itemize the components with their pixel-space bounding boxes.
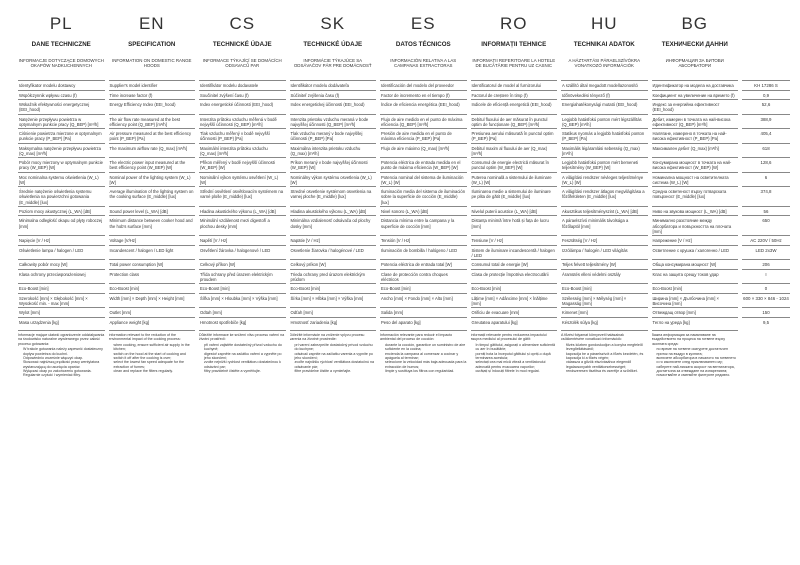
spec-label: Eco-Boost [min] [561, 283, 648, 293]
spec-label: Eco-Boost [min] [652, 283, 739, 293]
spec-label: Identyfikator modelu dostawcy [18, 80, 105, 90]
column-subtitle: INFORMÁCIE TÝKAJÚCE SA ODSÁVAČOV PÁR PRE DOMÁCNOSŤ [293, 58, 372, 69]
spec-label: Intenzita průtoku vzduchu měřená v bodě nejvyšší účinnosti (Q_BEP) [m³/h] [199, 114, 286, 129]
note-item: • filtre pravidelne čistite a vymieňajte. [295, 369, 377, 373]
spec-label: Índice de eficiencia energética (EEI_hood) [380, 99, 467, 114]
spec-label: Клас на защита срещу токов удар [652, 269, 739, 284]
spec-label: Outlet [mm] [109, 307, 196, 317]
spec-label: Total power consumption [W] [109, 259, 196, 269]
spec-label: Clase de protección contra choques eléctricos [380, 269, 467, 284]
spec-label: Consumul total de energie [W] [471, 259, 558, 269]
note-item: • почиствайте и сменяйте филтрите редовно. [657, 373, 739, 377]
spec-label: Flujo de aire máximo (Q_max) [m³/h] [380, 143, 467, 158]
spec-label: Tensión [V / Hz] [380, 235, 467, 245]
spec-value: I [742, 269, 790, 284]
spec-label: Nominální výkon systému osvětlení (W_L) [W] [199, 172, 286, 187]
note-intro: Informacje mające ułatwić ograniczenie oddziaływania na środowisko naturalne wywieranego przez całość procesu gotowania: [18, 333, 105, 346]
column-subtitle: A HÁZTARTÁSI PÁRAELSZÍVÓKRA VONATKOZÓ INFORMÁCIÓK [568, 58, 641, 69]
note-intro: Важна информация за намаляване на въздействието на процеса на готвене върху околната среда: [651, 333, 726, 346]
spec-label: Készülék súlya [kg] [561, 317, 648, 327]
spec-label: Maximálna intenzita prietoku vzduchu (Q_max) [m³/h] [290, 143, 377, 158]
note-list [561, 343, 648, 374]
spec-label: Akusztikus teljesítményszint (L_WA) [dB] [561, 206, 648, 216]
spec-value: KH 17286 S [742, 80, 790, 90]
note-intro: A főzési folyamat környezeti hatásainak csökkentésére vonatkozó információk: [561, 333, 624, 342]
spec-label: Eco-Boost [min] [290, 283, 377, 293]
value-column-header [742, 14, 790, 78]
column-title: ТЕХНИЧЕСКИ ДАННИ [661, 41, 728, 48]
spec-label: Poziom mocy akustycznej (L_WA) [dB] [18, 206, 105, 216]
column-title: TECHNICKÉ ÚDAJE [303, 41, 363, 48]
spec-label: Обща консумирана мощност [W] [652, 259, 739, 269]
language-column-header [109, 14, 196, 78]
notes-spacer [742, 330, 790, 421]
spec-label: Debitul fluxului de aer măsurat în punctul optim de funcționare (Q_BEP) [m³/h] [471, 114, 558, 129]
note-item: • encienda la campana al comenzar a cocinar y apáguela al terminar; [385, 352, 467, 361]
spec-label: Tlak vzduchu meraný v bode najvyššej účinnosti (P_BEP) [Pa] [290, 128, 377, 143]
note-list [199, 343, 286, 374]
spec-label: Součinitel zvýšení času (f) [199, 90, 286, 100]
spec-label: Energy Efficiency Index (EEI_hood) [109, 99, 196, 114]
spec-label: Iluminación de bombilla / halógeno / LED [380, 245, 467, 260]
spec-label: Factor de incremento en el tiempo (f) [380, 90, 467, 100]
note-item: • při vaření zajistěte dostatečný přívod vzduchu do kuchyně; [204, 343, 286, 352]
note-item: • selectați cea mai mică viteză a ventilatorului adecvată pentru evacuarea vaporilor; [476, 360, 558, 369]
spec-label: Air pressure measured at the best efficiency point (P_BEP) [Pa] [109, 128, 196, 143]
spec-label: Ширина [mm] × Дълбочина [mm] × Височина [mm] [652, 293, 739, 308]
spec-label: Tensiune [V / Hz] [471, 235, 558, 245]
spec-label: The maximum airflow rate (Q_max) [m³/h] [109, 143, 196, 158]
spec-label: Teljes felvett teljesítmény [W] [561, 259, 648, 269]
note-item: • zvoľte najnižšiu rýchlosť ventilátora dostatočnú na odsávanie pár; [295, 360, 377, 369]
spec-label: Oświetlenie lampa / halogen / LED [18, 245, 105, 260]
column-title: DANE TECHNICZNE [31, 41, 91, 48]
column-subtitle: INFORMACJE DOTYCZĄCE DOMOWYCH OKAPÓW NADKUCHENNYCH [18, 58, 104, 69]
spec-label: Nivelul puterii acustice (L_WA) [dB] [471, 206, 558, 216]
spec-label: Index energetickej účinnosti (EEI_hood) [290, 99, 377, 114]
spec-label: Střední osvětlení osvětlovacím systémem na varné ploše (E_middle) [lux] [199, 186, 286, 206]
spec-label: Šírka [mm] × Hĺbka [mm] × Výška [mm] [290, 293, 377, 308]
spec-label: Trieda ochrany pred úrazom elektrickým prúdom [290, 269, 377, 284]
spec-label: Clasa de protecție împotriva electrocutării [471, 269, 558, 284]
spec-label: Indicele de eficiență energetică (EEI_hood) [471, 99, 558, 114]
spec-value: 6 [742, 172, 790, 187]
spec-value: 405,4 [742, 128, 790, 143]
note-item: • kapcsolja be a páraelszívót a főzés kezdetén, és kapcsolja ki a főzés végén; [566, 352, 648, 361]
spec-label: A világítási rendszer névleges teljesítménye (W_L) [W] [561, 172, 648, 187]
spec-label: Average illumination of the lighting system on the cooking surface (E_middle) [lux] [109, 186, 196, 206]
spec-label: Distancia mínima entre la campana y la superficie de cocción [mm] [380, 215, 467, 235]
language-code: EN [138, 14, 165, 33]
note-item: • Stosować najniższą prędkość pracy wentylatora wystarczającą do usunięcia oparów. [23, 360, 105, 369]
note-intro: Dôležité informácie na zníženie vplyvu procesu varenia na životné prostredie: [289, 333, 365, 342]
spec-label: Minimalna odległość okapu od płyty roboczej [mm] [18, 215, 105, 235]
spec-label: Width [mm] × Depth [mm] × Height [mm] [109, 293, 196, 308]
note-item: • zvolte nejnižší rychlost ventilátoru dostatečnou k odsávání par; [204, 360, 286, 369]
note-block [380, 330, 467, 421]
spec-label: Отвеждащ отвор [mm] [652, 307, 739, 317]
spec-value: LED 2x3W [742, 245, 790, 260]
spec-label: Időnövekedési tényező (f) [561, 90, 648, 100]
spec-label: Hmotnosť zariadenia [kg] [290, 317, 377, 327]
spec-label: Index energetické účinnosti (EEI_hood) [199, 99, 286, 114]
spec-value: 128,6 [742, 157, 790, 172]
spec-label: Nominal power of the lighting system (W_L) [W] [109, 172, 196, 187]
spec-value: 374,8 [742, 186, 790, 206]
spec-value: 388,9 [742, 114, 790, 129]
note-list [380, 343, 467, 374]
spec-label: Presiunea aerului măsurată în punctul optim (P_BEP) [Pa] [471, 128, 558, 143]
note-item: • főzés közben gondoskodjon a konyha megfelelő levegőellátásáról; [566, 343, 648, 352]
spec-label: Príkon meraný v bode najvyššej účinnosti (W_BEP) [W] [290, 157, 377, 172]
note-list [471, 343, 558, 374]
spec-label: Supplier's model identifier [109, 80, 196, 90]
note-item: • digestoř zapněte na začátku vaření a vypněte po jeho skončení; [204, 352, 286, 361]
spec-label: Klasa ochrony przeciwporażeniowej [18, 269, 105, 284]
spec-value: 0 [742, 283, 790, 293]
spec-label: Kimenet [mm] [561, 307, 648, 317]
language-code: PL [49, 14, 73, 33]
spec-label: Identificación del modelo del proveedor [380, 80, 467, 90]
language-code: BG [681, 14, 709, 33]
note-item: • filtry pravidelně čistěte a vyměňujte. [204, 369, 286, 373]
spec-label: Áramütés elleni védelmi osztály [561, 269, 648, 284]
column-title: DATOS TÉCNICOS [395, 41, 451, 48]
spec-label: Minimum distance between cooker hood and the hob's surface [mm] [109, 215, 196, 235]
spec-value: AC 220V / 50Hz [742, 235, 790, 245]
spec-label: Ciśnienie powietrza mierzone w optymalnym punkcie pracy (P_BEP) [Pa] [18, 128, 105, 143]
spec-value: 618 [742, 143, 790, 158]
spec-label: The air flow rate measured at the best efficiency point (Q_BEP) [m³/h] [109, 114, 196, 129]
spec-label: Třída ochrany před úrazem elektrickým proudem [199, 269, 286, 284]
spec-label: Идентификатор на модела на доставчика [652, 80, 739, 90]
spec-label: Индекс за енергийна ефективност (EEI_hood) [652, 99, 739, 114]
spec-label: Консумирана мощност в точката на най-висока ефективност (W_BEP) [W] [652, 157, 739, 172]
spec-label: Minimální vzdálenost mezi digestoří a plochou desky [mm] [199, 215, 286, 235]
note-intro: Informații relevante pentru reducerea impactului asupra mediului al procesului de gătit: [470, 333, 547, 342]
language-code: SK [320, 14, 346, 33]
spec-label: Eco-Boost [min] [380, 283, 467, 293]
language-code: HU [590, 14, 618, 33]
spec-label: Celkový príkon [W] [290, 259, 377, 269]
note-list [652, 347, 739, 378]
spec-label: Potencia eléctrica de entrada total [W] [380, 259, 467, 269]
language-column-header [290, 14, 377, 78]
language-column-header [652, 14, 739, 78]
language-code: ES [410, 14, 436, 33]
note-item: • when cooking, ensure sufficient air supply in the kitchen; [114, 343, 196, 352]
column-title: TECHNICKÉ ÚDAJE [212, 41, 272, 48]
spec-label: Celkový příkon [W] [199, 259, 286, 269]
spec-label: Incandescent / halogen / LED light [109, 245, 196, 260]
note-intro: Information relevant to the reduction of the environmental impact of the cooking process: [108, 333, 181, 342]
spec-value: 206 [742, 259, 790, 269]
spec-label: Максимален дебит (Q_max) [m³/h] [652, 143, 739, 158]
note-block [471, 330, 558, 421]
language-code: CS [229, 14, 256, 33]
language-column-header [199, 14, 286, 78]
spec-label: Ниво на звукова мощност (L_WA) [dB] [652, 206, 739, 216]
note-item: • curățați și înlocuiți filtrele în mod regulat. [476, 369, 558, 373]
note-block [18, 330, 105, 421]
spec-label: Presión de aire medida en el punto de máxima eficiencia (P_BEP) [Pa] [380, 128, 467, 143]
note-item: • W trakcie gotowania należy zapewnić dostateczny dopływ powietrza do kuchni. [23, 347, 105, 356]
spec-label: Налягане, измерено в точката на най-висока ефективност (P_BEP) [Pa] [652, 128, 739, 143]
spec-label: Natężenie przepływu powietrza w optymalnym punkcie pracy (Q_BEP) [m³/h] [18, 114, 105, 129]
spec-label: Номинална мощност на осветителната система (W_L) [W] [652, 172, 739, 187]
note-list [290, 343, 377, 374]
note-item: • select the lowest fan speed adequate for the extraction of fumes; [114, 360, 196, 369]
spec-label: Średnie natężenie oświetlenia systemu oświetlenia na powierzchni gotowania (E_middle) [lux] [18, 186, 105, 206]
note-item: • switch on the hood at the start of cooking and switch it off after the cooking is over; [114, 352, 196, 361]
spec-label: Osvetlenie žiarovka / halogénové / LED [290, 245, 377, 260]
note-list [109, 343, 196, 374]
spec-label: Lățime [mm] × Adâncime [mm] × Înălțime [mm] [471, 293, 558, 308]
spec-label: Напрежение [V / Hz] [652, 235, 739, 245]
spec-value: 600 × 330 × 846 - 1024 [742, 293, 790, 308]
spec-label: Maximális légáramlási sebesség (Q_max) [m³/h] [561, 143, 648, 158]
spec-table [18, 80, 790, 326]
note-item: • Odpowiednio wcześnie włączyć okap. [23, 356, 105, 360]
spec-label: Eco-Boost [min] [199, 283, 286, 293]
spec-label: Maximální intenzita průtoku vzduchu (Q_max) [m³/h] [199, 143, 286, 158]
spec-label: Тегло на уреда [kg] [652, 317, 739, 327]
spec-label: Odťah [mm] [290, 307, 377, 317]
note-block [109, 330, 196, 421]
spec-sheet [18, 14, 790, 559]
note-item: • în timpul gătitului, asigurați o alimentare suficientă cu aer în bucătărie; [476, 343, 558, 352]
note-item: • porniți hota la începutul gătitului și opriți-o după terminarea acestuia; [476, 352, 558, 361]
spec-label: Средна осветеност върху готварската повърхност (E_middle) [lux] [652, 186, 739, 206]
note-item: • pri varení zabezpečte dostatočný prívod vzduchu do kuchyne; [295, 343, 377, 352]
spec-label: Осветление с крушка / халогенно / LED [652, 245, 739, 260]
spec-value: 0,9 [742, 90, 790, 100]
spec-label: Šířka [mm] × Hloubka [mm] × Výška [mm] [199, 293, 286, 308]
spec-label: Energiahatékonysági mutató (EEI_hood) [561, 99, 648, 114]
note-item: • изберете най-ниската скорост на вентилатора, достатъчна за отвеждане на изпаренията; [657, 365, 739, 374]
spec-label: Iluminarea medie a sistemului de iluminare pe plita de gătit (E_middle) [lux] [471, 186, 558, 206]
spec-label: Příkon měřený v bodě nejvyšší účinnosti (W_BEP) [W] [199, 157, 286, 172]
language-headers [18, 14, 790, 78]
spec-label: Eco-Boost [min] [109, 283, 196, 293]
language-column-header [561, 14, 648, 78]
note-item: • clean and replace the filters regularly. [114, 369, 196, 373]
spec-label: Flujo de aire medido en el punto de máxima eficiencia (Q_BEP) [m³/h] [380, 114, 467, 129]
spec-label: Napięcie [V / Hz] [18, 235, 105, 245]
spec-label: Hladina akustického výkonu (L_WA) [dB] [290, 206, 377, 216]
spec-label: Wylot [mm] [18, 307, 105, 317]
spec-label: Voltage [V/Hz] [109, 235, 196, 245]
spec-label: Wskaźnik efektywności energetycznej (EEI_hood) [18, 99, 105, 114]
note-item: • Regularnie czyścić i wymieniać filtry. [23, 373, 105, 377]
spec-label: Tlak vzduchu měřený v bodě nejvyšší účinnosti (P_BEP) [Pa] [199, 128, 286, 143]
spec-label: Izzólámpa / halogén / LED világítás [561, 245, 648, 260]
spec-label: Hladina akustického výkonu (L_WA) [dB] [199, 206, 286, 216]
note-item: • Wyłączać okap po zakończeniu gotowania. [23, 369, 105, 373]
spec-label: Identificatorul de model al furnizorului [471, 80, 558, 90]
spec-label: Nominálny výkon systému osvetlenia (W_L) [W] [290, 172, 377, 187]
spec-label: Odtah [mm] [199, 307, 286, 317]
language-code: RO [500, 14, 528, 33]
column-subtitle: INFORMACIÓN RELATIVA A LAS CAMPANAS EXTRACTORAS [390, 58, 457, 69]
note-block [652, 330, 739, 421]
spec-label: Orificiu de evacuare [mm] [471, 307, 558, 317]
note-item: • odsávač zapnite na začiatku varenia a vypnite po jeho skončení; [295, 352, 377, 361]
spec-label: Statikus nyomás a legjobb hatásfokú ponton (P_BEP) [Pa] [561, 128, 648, 143]
note-item: • seleccione la velocidad más baja adecuada para la extracción de humos; [385, 360, 467, 369]
language-column-header [380, 14, 467, 78]
spec-label: Feszültség [V / Hz] [561, 235, 648, 245]
note-item: • durante la cocción, garantice un suministro de aire suficiente en la cocina; [385, 343, 467, 352]
note-intro: Información relevante para reducir el impacto ambiental del proceso de cocción: [380, 333, 453, 342]
spec-label: Appliance weight [kg] [109, 317, 196, 327]
spec-label: Identifikátor modelu dodávateľa [290, 80, 377, 90]
spec-label: Maksymalna natężenie przepływu powietrza (Q_max) [m³/h] [18, 143, 105, 158]
spec-label: Iluminación media del sistema de iluminación sobre la superficie de cocción (E_middle) [lux] [380, 186, 467, 206]
spec-label: Potencia nominal del sistema de iluminación (W_L) [W] [380, 172, 467, 187]
note-list [18, 347, 105, 378]
spec-label: Ancho [mm] × Fondo [mm] × Alto [mm] [380, 293, 467, 308]
spec-value: 650 [742, 215, 790, 235]
spec-label: Puterea nominală a sistemului de iluminare (W_L) [W] [471, 172, 558, 187]
note-block [290, 330, 377, 421]
spec-label: Eco-Boost [min] [471, 283, 558, 293]
spec-label: Współczynnik wpływu czasu (f) [18, 90, 105, 100]
note-item: • включете абсорбатора в началото на готвенето и го изключете след приключването му; [657, 356, 739, 365]
spec-label: Stredné osvetlenie systémom osvetlenia na varnej ploche (E_middle) [lux] [290, 186, 377, 206]
spec-label: Moc nominalna systemu oświetlenia (W_L) [W] [18, 172, 105, 187]
note-item: • по време на готвене осигурете достатъчен приток на въздух в кухнята; [657, 347, 739, 356]
spec-label: Napätie [V / Hz] [290, 235, 377, 245]
spec-label: Intenzita prietoku vzduchu meraná v bode najvyššej účinnosti (Q_BEP) [m³/h] [290, 114, 377, 129]
spec-value: 9,5 [742, 317, 790, 327]
spec-label: Greutatea aparatului [kg] [471, 317, 558, 327]
spec-label: Legjobb hatásfokú ponton mért bemeneti teljesítmény (W_BEP) [W] [561, 157, 648, 172]
column-subtitle: INFORMATION ON DOMESTIC RANGE HOODS [112, 58, 192, 69]
spec-label: Osvětlení žárovka / halogenové / LED [199, 245, 286, 260]
note-item: • rendszeresen tisztítsa és cserélje a szűrőket. [566, 369, 648, 373]
spec-label: Eco-Boost [min] [18, 283, 105, 293]
spec-label: A páraelszívó minimális távolsága a főzőlaptól [mm] [561, 215, 648, 235]
spec-label: Súčiniteľ zvýšenia času (f) [290, 90, 377, 100]
spec-value: 52,6 [742, 99, 790, 114]
spec-label: Protection class [109, 269, 196, 284]
language-column-header [471, 14, 558, 78]
spec-label: Sound power level (L_WA) [dB] [109, 206, 196, 216]
spec-label: Legjobb hatásfokú ponton mért légszállítás (Q_BEP) [m³/h] [561, 114, 648, 129]
spec-label: Sistem de iluminare incandescentă / halogen / LED [471, 245, 558, 260]
spec-label: A világítási rendszer átlagos megvilágítása a főzőfelületen (E_middle) [lux] [561, 186, 648, 206]
spec-label: Napětí [V / Hz] [199, 235, 286, 245]
column-subtitle: INFORMACE TÝKAJÍCÍ SE DOMÁCÍCH ODSAVACŮ PAR [202, 58, 282, 69]
spec-label: Identifikátor modelu dodavatele [199, 80, 286, 90]
note-block [561, 330, 648, 421]
spec-label: Nivel sonoro (L_WA) [dB] [380, 206, 467, 216]
spec-label: Masa urządzenia [kg] [18, 317, 105, 327]
note-item: • válassza a gőzök elszívásához elegendő legalacsonyabb ventilátorsebességet; [566, 360, 648, 369]
spec-label: Factorul de creștere în timp (f) [471, 90, 558, 100]
note-intro: Důležité informace ke snížení vlivu procesu vaření na životní prostředí: [199, 333, 285, 342]
spec-label: Peso del aparato [kg] [380, 317, 467, 327]
column-subtitle: ИНФОРМАЦИЯ ЗА БИТОВИ АБСОРБАТОРИ [665, 58, 724, 69]
spec-label: Całkowity pobór mocy [W] [18, 259, 105, 269]
spec-label: Consumul de energie electrică măsurat în punctul optim (W_BEP) [W] [471, 157, 558, 172]
spec-label: Salida [mm] [380, 307, 467, 317]
note-item: • limpie y sustituya los filtros con regularidad. [385, 369, 467, 373]
spec-value: 150 [742, 307, 790, 317]
spec-label: Minimálna vzdialenosť odsávača od plochy dosky [mm] [290, 215, 377, 235]
spec-label: Time increase factor (f) [109, 90, 196, 100]
spec-label: Szerokość [mm] × Głębokość [mm] × Wysokość min. - max [mm] [18, 293, 105, 308]
environment-notes [18, 330, 790, 421]
spec-label: Hmotnost spotřebiče [kg] [199, 317, 286, 327]
spec-label: Минимално разстояние между абсорбатора и повърхността на плочата [mm] [652, 215, 739, 235]
spec-label: Szélesség [mm] × Mélység [mm] × Magasság [mm] [561, 293, 648, 308]
language-column-header [18, 14, 105, 78]
note-block [199, 330, 286, 421]
column-title: TECHNIKAI ADATOK [573, 41, 635, 48]
spec-label: Distanța minimă între hotă și fața de lucru [mm] [471, 215, 558, 235]
spec-label: Коефициент на увеличение на времето (f) [652, 90, 739, 100]
column-subtitle: INFORMAȚII REFERITOARE LA HOTELE DE BUCĂTĂRIE PENTRU UZ CASNIC [472, 58, 556, 69]
spec-label: Дебит, измерен в точката на най-висока ефективност (Q_BEP) [m³/h] [652, 114, 739, 129]
column-title: INFORMAȚII TEHNICE [481, 41, 547, 48]
spec-value: 56 [742, 206, 790, 216]
column-title: SPECIFICATION [128, 41, 176, 48]
spec-label: The electric power input measured at the best efficiency point (W_BEP) [W] [109, 157, 196, 172]
spec-label: Potencia eléctrica de entrada medida en el punto de máxima eficiencia (W_BEP) [W] [380, 157, 467, 172]
spec-label: Debitul maxim al fluxului de aer (Q_max) [m³/h] [471, 143, 558, 158]
spec-label: Pobór mocy mierzony w optymalnym punkcie pracy (W_BEP) [W] [18, 157, 105, 172]
spec-label: A szállító által megadott modellazonosító [561, 80, 648, 90]
